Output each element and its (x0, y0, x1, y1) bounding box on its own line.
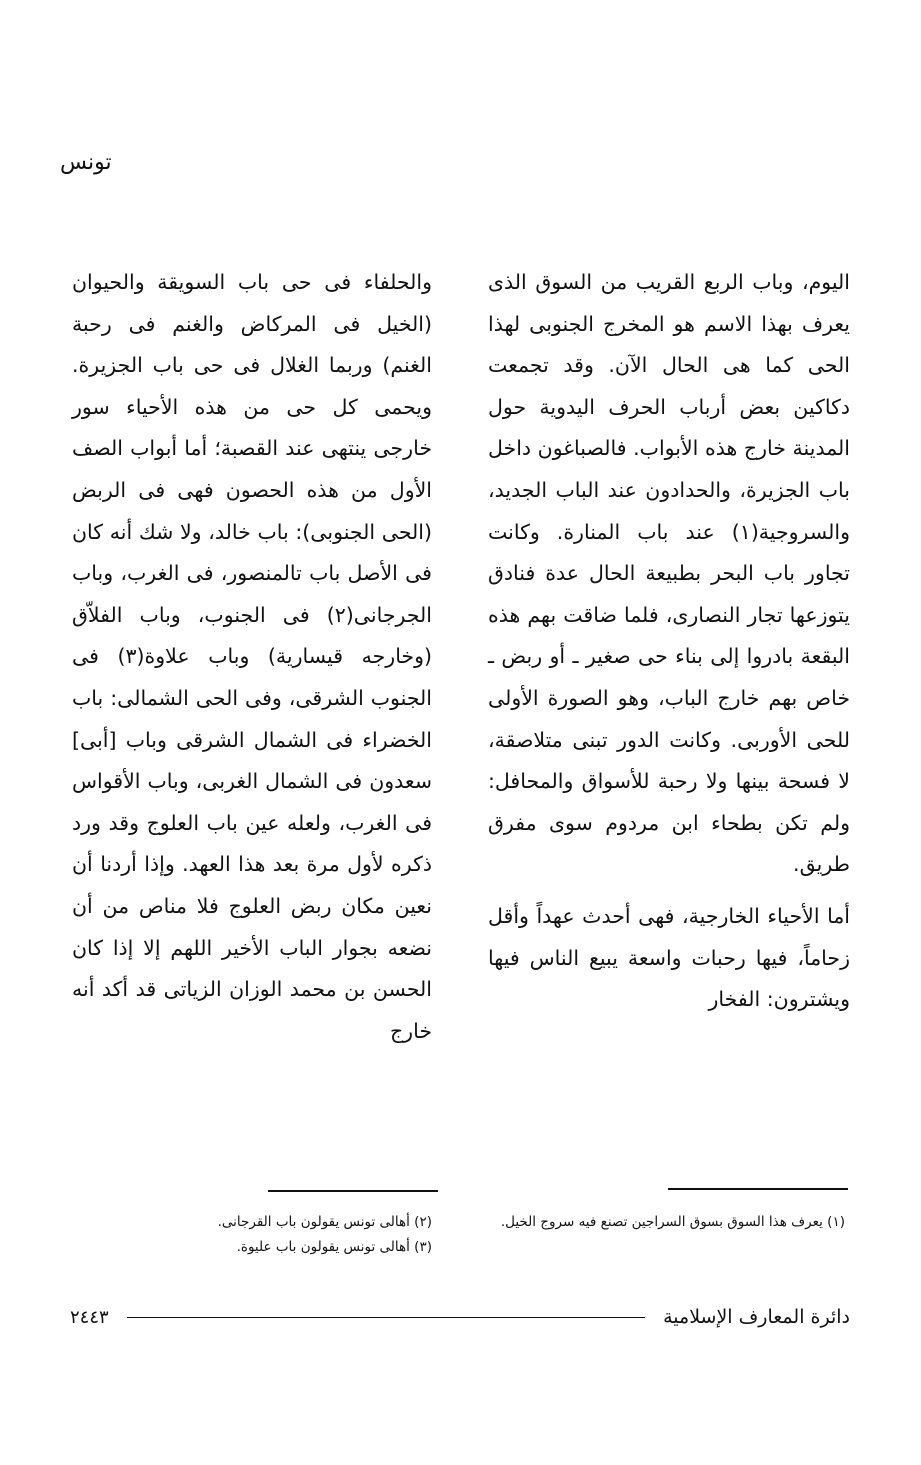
footnotes-right (490, 1210, 845, 1235)
section-title: تونس (60, 150, 112, 175)
right-text-column (488, 262, 850, 1021)
right-paragraph-2: أما الأحياء الخارجية، فهى أحدث عهداً وأقل زحاماً، فيها رحبات واسعة يبيع الناس فيها ويشترون: الفخار (488, 903, 850, 1012)
footnote-1: (١) يعرف هذا السوق بسوق السراجين تصنع فيه سروج الخيل. (500, 1214, 845, 1230)
page-footer (70, 1300, 850, 1334)
footnote-divider-left (268, 1190, 438, 1192)
footnote-divider-right (668, 1188, 848, 1190)
footnotes-left (120, 1210, 432, 1260)
right-paragraph-1: اليوم، وباب الربع القريب من السوق الذى يعرف بهذا الاسم هو المخرج الجنوبى لهذا الحى كما هى الحال الآن. وقد تجمعت دكاكين بعض أرباب الحرف اليدوية حول المدينة خارج هذه الأبواب. فالصباغون داخل باب الجزيرة، والحدادون عند الباب الجديد، والسروجية(١) عند باب المنارة. وكانت تجاور باب البحر بطبيعة الحال عدة فنادق يتوزعها تجار النصارى، فلما ضاقت بهم هذه البقعة بادروا إلى بناء حى صغير ـ أو ربض ـ خاص بهم خارج الباب، وهو الصورة الأولى للحى الأوربى. وكانت الدور تبنى متلاصقة، لا فسحة بينها ولا رحبة للأسواق والمحافل: ولم تكن بطحاء ابن مردوم سوى مفرق طريق. (488, 270, 850, 877)
footnote-2: (٢) أهالى تونس يقولون باب القرجانى. (217, 1214, 432, 1230)
left-paragraph-1: والحلفاء فى حى باب السويقة والحيوان (الخيل فى المركاض والغنم فى رحبة الغنم) وربما الغلال فى حى باب الجزيرة. ويحمى كل حى من هذه الأحياء سور خارجى ينتهى عند القصبة؛ أما أبواب الصف الأول من هذه الحصون فهى فى الربض (الحى الجنوبى): باب خالد، ولا شك أنه كان فى الأصل باب تالمنصور، فى الغرب، وباب الجرجانى(٢) فى الجنوب، وباب الفلاّق (وخارجه قيسارية) وباب علاوة(٣) فى الجنوب الشرقى، وفى الحى الشمالى: باب الخضراء فى الشمال الشرقى وباب [أبى] سعدون فى الشمال الغربى، وباب الأقواس فى الغرب، ولعله عين باب العلوج وقد ورد ذكره لأول مرة بعد هذا العهد. وإذا أردنا أن نعين مكان ربض العلوج فلا مناص من أن نضعه بجوار الباب الأخير اللهم إلا إذا كان الحسن بن محمد الوزان الزياتى قد أكد أنه خارج (72, 270, 433, 1043)
footer-rule (127, 1317, 645, 1318)
left-text-column (72, 262, 432, 1052)
page-number: ٢٤٤٣ (70, 1306, 109, 1328)
publication-title: دائرة المعارف الإسلامية (663, 1306, 850, 1328)
footnote-3: (٣) أهالى تونس يقولون باب عليوة. (236, 1239, 432, 1255)
